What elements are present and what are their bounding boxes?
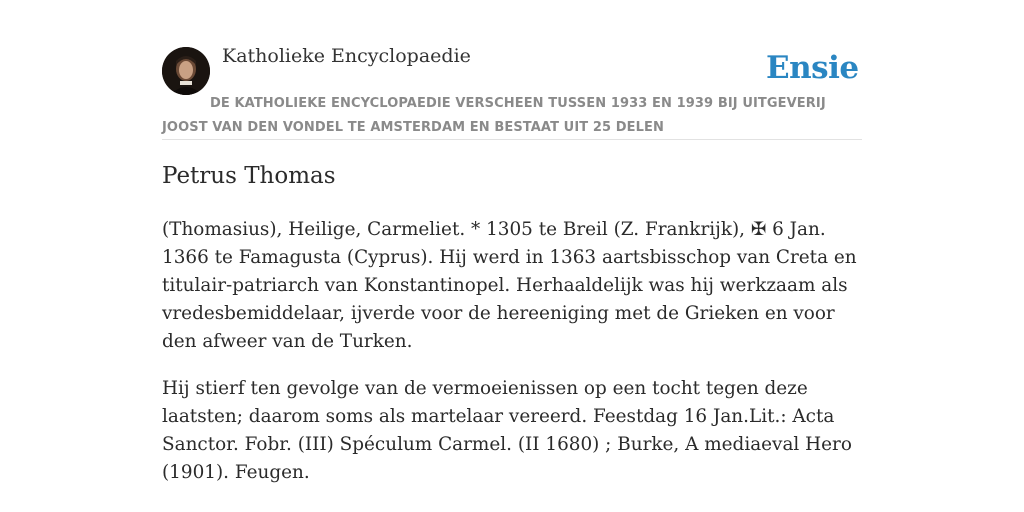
article-paragraph: (Thomasius), Heilige, Carmeliet. * 1305 te Breil (Z. Frankrijk), ✠ 6 Jan. 1366 te Famagusta (Cyprus). Hij werd in 1363 aartsbisschop van Creta en titulair-patriarch van Konstantinopel. Herhaaldelijk was hij werkzaam als vredesbemiddelaar, ijverde voor de hereeniging met de Grieken en voor den afweer van de Turken. bbox=[162, 219, 857, 352]
site-title[interactable]: Katholieke Encyclopaedie bbox=[222, 45, 471, 67]
header-divider bbox=[162, 139, 862, 140]
portrait-image bbox=[162, 47, 210, 95]
article-title: Petrus Thomas bbox=[162, 163, 336, 189]
article-body bbox=[162, 216, 862, 506]
encyclopedia-avatar[interactable] bbox=[162, 47, 210, 95]
ensie-logo[interactable]: Ensie bbox=[766, 50, 859, 86]
encyclopedia-description: DE KATHOLIEKE ENCYCLOPAEDIE VERSCHEEN TUSSEN 1933 EN 1939 BIJ UITGEVERIJ JOOST VAN DEN VONDEL TE AMSTERDAM EN BESTAAT UIT 25 DELEN bbox=[162, 96, 826, 135]
article-paragraph: Hij stierf ten gevolge van de vermoeienissen op een tocht tegen deze laatsten; daarom soms als martelaar vereerd. Feestdag 16 Jan.Lit.: Acta Sanctor. Fobr. (III) Spéculum Carmel. (II 1680) ; Burke, A mediaeval Hero (1901). Feugen. bbox=[162, 378, 852, 483]
